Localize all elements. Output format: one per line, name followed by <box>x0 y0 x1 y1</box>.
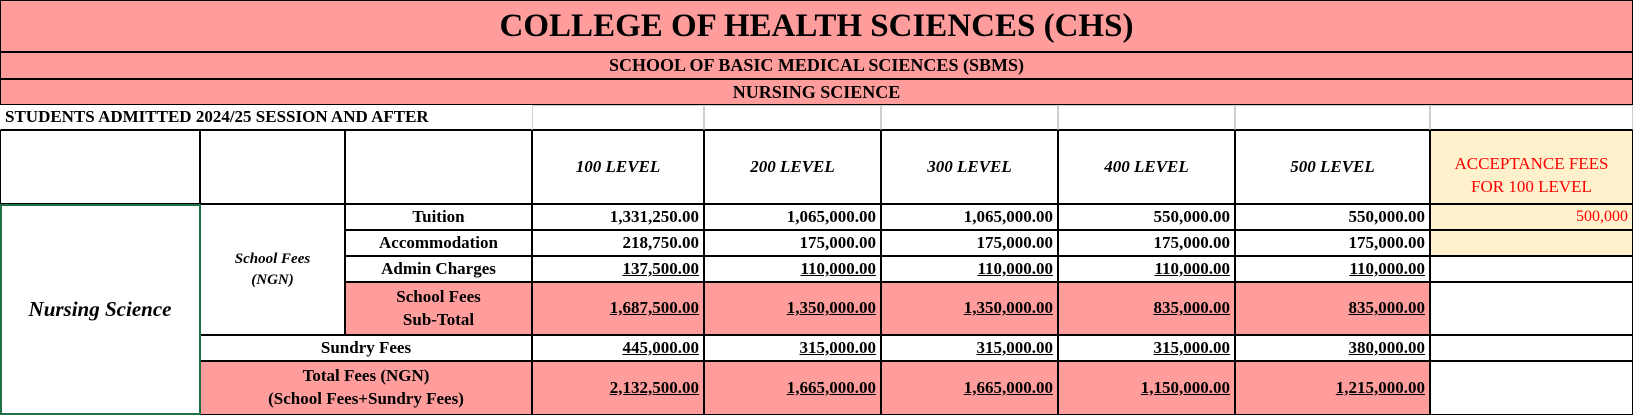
subtotal-200: 1,350,000.00 <box>704 282 881 335</box>
subtotal-label-line2: Sub-Total <box>402 309 475 329</box>
blank-cell <box>532 105 704 130</box>
subtotal-300: 1,350,000.00 <box>881 282 1058 335</box>
admin-100: 137,500.00 <box>532 256 704 282</box>
level-header-100: 100 LEVEL <box>532 130 704 204</box>
row-label-accommodation: Accommodation <box>345 230 532 256</box>
school-fees-label-line2: (NGN) <box>251 271 294 288</box>
tuition-300: 1,065,000.00 <box>881 204 1058 230</box>
acceptance-fees-header <box>1430 130 1633 204</box>
acceptance-header-line2: FOR 100 LEVEL <box>1471 177 1592 196</box>
tuition-500: 550,000.00 <box>1235 204 1430 230</box>
accommodation-200: 175,000.00 <box>704 230 881 256</box>
row-label-subtotal <box>345 282 532 335</box>
subtotal-400: 835,000.00 <box>1058 282 1235 335</box>
blank-cell <box>704 105 881 130</box>
tuition-200: 1,065,000.00 <box>704 204 881 230</box>
sundry-100: 445,000.00 <box>532 335 704 361</box>
level-header-500: 500 LEVEL <box>1235 130 1430 204</box>
total-400: 1,150,000.00 <box>1058 361 1235 415</box>
school-title: SCHOOL OF BASIC MEDICAL SCIENCES (SBMS) <box>0 52 1633 79</box>
row-label-admin-charges: Admin Charges <box>345 256 532 282</box>
admin-300: 110,000.00 <box>881 256 1058 282</box>
blank-cell <box>0 130 200 204</box>
blank-cell <box>1430 335 1633 361</box>
acceptance-fee-amount: 500,000 <box>1430 204 1633 230</box>
blank-cell <box>345 130 532 204</box>
sundry-200: 315,000.00 <box>704 335 881 361</box>
total-300: 1,665,000.00 <box>881 361 1058 415</box>
total-label-line2: (School Fees+Sundry Fees) <box>268 389 464 408</box>
accommodation-100: 218,750.00 <box>532 230 704 256</box>
accommodation-400: 175,000.00 <box>1058 230 1235 256</box>
level-header-400: 400 LEVEL <box>1058 130 1235 204</box>
acceptance-header-line1: ACCEPTANCE FEES <box>1454 154 1609 174</box>
blank-cell <box>1430 230 1633 256</box>
subtotal-label-line1: School Fees <box>396 286 481 306</box>
admin-200: 110,000.00 <box>704 256 881 282</box>
admin-500: 110,000.00 <box>1235 256 1430 282</box>
blank-cell <box>1430 282 1633 335</box>
tuition-100: 1,331,250.00 <box>532 204 704 230</box>
blank-cell <box>1430 256 1633 282</box>
sundry-400: 315,000.00 <box>1058 335 1235 361</box>
blank-cell <box>1235 105 1430 130</box>
tuition-400: 550,000.00 <box>1058 204 1235 230</box>
college-title: COLLEGE OF HEALTH SCIENCES (CHS) <box>0 0 1633 52</box>
blank-cell <box>1430 361 1633 415</box>
blank-cell <box>881 105 1058 130</box>
blank-cell <box>1430 105 1633 130</box>
row-label-total <box>200 361 532 415</box>
school-fees-label-line1: School Fees <box>234 251 311 268</box>
total-100: 2,132,500.00 <box>532 361 704 415</box>
blank-cell <box>200 130 345 204</box>
total-200: 1,665,000.00 <box>704 361 881 415</box>
total-500: 1,215,000.00 <box>1235 361 1430 415</box>
subtotal-100: 1,687,500.00 <box>532 282 704 335</box>
row-label-sundry: Sundry Fees <box>200 335 532 361</box>
admission-note: STUDENTS ADMITTED 2024/25 SESSION AND AFTER <box>0 105 532 130</box>
program-name: Nursing Science <box>0 204 200 415</box>
accommodation-500: 175,000.00 <box>1235 230 1430 256</box>
blank-cell <box>1058 105 1235 130</box>
accommodation-300: 175,000.00 <box>881 230 1058 256</box>
department-title: NURSING SCIENCE <box>0 79 1633 105</box>
sundry-300: 315,000.00 <box>881 335 1058 361</box>
total-label-line1: Total Fees (NGN) <box>302 366 430 386</box>
subtotal-500: 835,000.00 <box>1235 282 1430 335</box>
row-label-tuition: Tuition <box>345 204 532 230</box>
sundry-500: 380,000.00 <box>1235 335 1430 361</box>
school-fees-label <box>200 204 345 335</box>
level-header-200: 200 LEVEL <box>704 130 881 204</box>
admin-400: 110,000.00 <box>1058 256 1235 282</box>
level-header-300: 300 LEVEL <box>881 130 1058 204</box>
